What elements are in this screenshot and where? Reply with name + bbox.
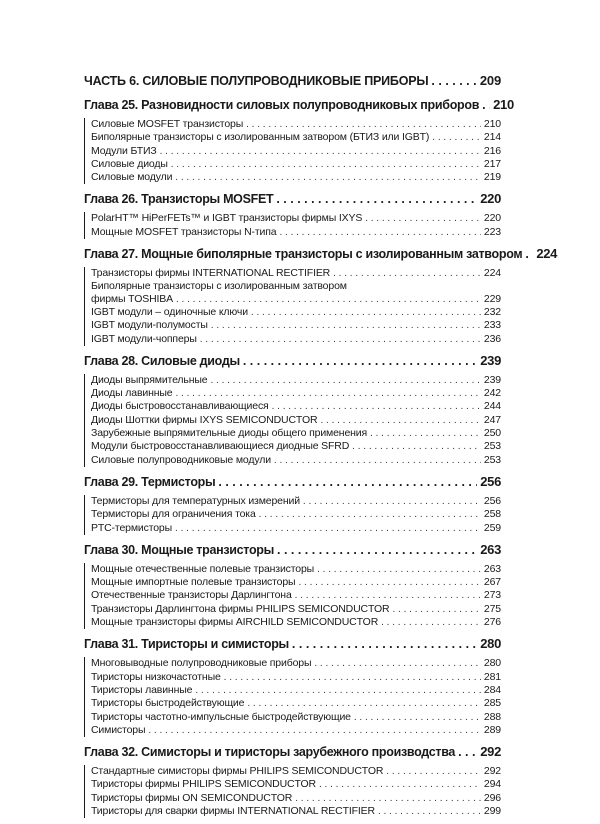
toc-entry[interactable] (91, 671, 501, 684)
toc-entry[interactable] (91, 589, 501, 602)
entry-page-number: 294 (483, 778, 501, 791)
entry-title: Тиристоры фирмы PHILIPS SEMICONDUCTOR (91, 778, 316, 791)
dot-leader (175, 522, 481, 535)
dot-leader (218, 473, 477, 491)
chapter-block (84, 635, 501, 737)
dot-leader (176, 293, 481, 306)
dot-leader (381, 616, 481, 629)
dot-leader (295, 792, 481, 805)
entry-page-number: 263 (483, 562, 501, 575)
entry-page-number: 275 (483, 602, 501, 615)
toc-entry[interactable] (91, 212, 501, 225)
toc-entry[interactable] (91, 400, 501, 413)
chapter-page-number: 239 (480, 352, 501, 368)
chapter-title: Глава 28. Силовые диоды (84, 353, 240, 368)
dot-leader (319, 778, 481, 791)
entry-title: Модули быстровосстанавливающиеся диодные SFRD (91, 440, 350, 453)
entry-page-number: 253 (483, 453, 501, 466)
entry-title: Силовые MOSFET транзисторы (91, 118, 244, 130)
section-list (84, 765, 501, 818)
entry-title: Диоды Шоттки фирмы IXYS SEMICONDUCTOR (91, 413, 318, 426)
dot-leader (200, 333, 481, 346)
entry-title: Транзисторы Дарлингтона фирмы PHILIPS SEMICONDUCTOR (91, 602, 390, 615)
dot-leader (482, 96, 490, 114)
entry-page-number: 239 (483, 373, 501, 386)
entry-title: PTC-термисторы (91, 521, 173, 534)
toc-entry[interactable] (91, 495, 501, 508)
dot-leader (393, 603, 481, 616)
toc-entry[interactable] (91, 333, 501, 346)
part-title: ЧАСТЬ 6. СИЛОВЫЕ ПОЛУПРОВОДНИКОВЫЕ ПРИБОРЫ (84, 74, 429, 88)
entry-title: Мощные транзисторы фирмы AIRCHILD SEMICONDUCTOR (91, 616, 379, 629)
entry-page-number: 288 (483, 710, 501, 723)
chapter-title: Глава 32. Симисторы и тиристоры зарубежного производства (84, 745, 456, 760)
chapter-page-number: 263 (480, 541, 501, 557)
entry-title: Отечественные транзисторы Дарлингтона (91, 589, 292, 602)
dot-leader (279, 226, 480, 239)
toc-entry[interactable] (91, 576, 501, 589)
entry-page-number: 224 (483, 267, 501, 280)
toc-entry[interactable] (91, 792, 501, 805)
dot-leader (365, 212, 481, 225)
chapter-title: Глава 27. Мощные биполярные транзисторы с изолированным затвором (84, 247, 523, 262)
toc-entry[interactable] (91, 226, 501, 239)
dot-leader (378, 805, 481, 818)
toc-entry[interactable] (91, 724, 501, 737)
chapter-list (84, 96, 558, 818)
toc-entry[interactable] (91, 805, 501, 818)
entry-title: Тиристоры быстродействующие (91, 697, 245, 710)
entry-title: Транзисторы фирмы INTERNATIONAL RECTIFIER (91, 267, 331, 280)
dot-leader (259, 508, 481, 521)
entry-page-number: 267 (483, 576, 501, 589)
toc-entry[interactable] (91, 171, 501, 184)
entry-page-number: 220 (483, 212, 501, 225)
dot-leader (295, 589, 481, 602)
chapter-block (84, 190, 501, 239)
chapter-page-number: 256 (480, 473, 501, 489)
chapter-heading[interactable] (84, 190, 501, 208)
entry-title: Диоды выпрямительные (91, 373, 208, 386)
dot-leader (298, 576, 480, 589)
dot-leader (432, 131, 481, 144)
toc-entry[interactable] (91, 697, 501, 710)
toc-entry[interactable] (91, 765, 501, 778)
toc-entry[interactable] (91, 657, 501, 670)
dot-leader (431, 72, 476, 90)
entry-title: Диоды быстровосстанавливающиеся (91, 400, 269, 413)
chapter-block (84, 352, 501, 467)
dot-leader (320, 414, 480, 427)
dot-leader (458, 743, 477, 761)
chapter-block (84, 473, 501, 535)
toc-entry[interactable] (91, 684, 501, 697)
entry-page-number: 232 (483, 305, 501, 318)
dot-leader (303, 495, 481, 508)
section-list (84, 212, 501, 239)
entry-page-number: 233 (483, 319, 501, 332)
entry-page-number: 299 (483, 804, 501, 817)
toc-entry[interactable] (91, 711, 501, 724)
entry-page-number: 285 (483, 697, 501, 710)
dot-leader (277, 541, 477, 559)
toc-entry[interactable] (91, 267, 501, 280)
dot-leader (333, 267, 481, 280)
dot-leader (251, 306, 481, 319)
entry-title: Термисторы для температурных измерений (91, 494, 300, 507)
dot-leader (243, 352, 477, 370)
toc-entry[interactable] (91, 280, 501, 306)
entry-page-number: 292 (483, 765, 501, 778)
toc-entry[interactable] (91, 145, 501, 158)
table-of-contents (84, 72, 558, 824)
chapter-heading[interactable] (84, 743, 501, 761)
toc-entry[interactable] (91, 374, 501, 387)
dot-leader (211, 319, 481, 332)
toc-entry[interactable] (91, 603, 501, 616)
toc-entry[interactable] (91, 522, 501, 535)
entry-page-number: 250 (483, 427, 501, 440)
section-list (84, 657, 501, 737)
part-heading (84, 72, 501, 90)
toc-entry[interactable] (91, 158, 501, 171)
dot-leader (224, 671, 481, 684)
dot-leader (171, 158, 481, 171)
dot-leader (160, 145, 481, 158)
entry-page-number: 244 (483, 400, 501, 413)
entry-title: Силовые диоды (91, 157, 168, 170)
toc-entry[interactable] (91, 414, 501, 427)
entry-page-number: 216 (483, 144, 501, 157)
entry-page-number: 284 (483, 683, 501, 696)
entry-title: Тиристоры низкочастотные (91, 670, 221, 683)
entry-page-number: 214 (483, 131, 501, 144)
entry-page-number: 258 (483, 508, 501, 521)
dot-leader (314, 657, 481, 670)
chapter-block (84, 743, 501, 818)
entry-title: фирмы TOSHIBA (91, 292, 173, 305)
chapter-page-number: 220 (480, 191, 501, 207)
dot-leader (352, 440, 481, 453)
toc-entry[interactable] (91, 454, 501, 467)
part-page-number: 209 (479, 73, 501, 88)
dot-leader (386, 765, 481, 778)
chapter-title: Глава 29. Термисторы (84, 474, 216, 489)
entry-page-number: 281 (483, 670, 501, 683)
entry-title: Зарубежные выпрямительные диоды общего применения (91, 427, 368, 440)
entry-title-line1: Биполярные транзисторы с изолированным затвором (91, 280, 347, 293)
dot-leader (354, 711, 481, 724)
dot-leader (370, 427, 481, 440)
toc-entry[interactable] (91, 118, 501, 131)
chapter-block (84, 541, 501, 629)
chapter-block (84, 245, 558, 346)
dot-leader (210, 374, 480, 387)
chapter-heading[interactable] (84, 473, 501, 491)
entry-title: PolarHT™ HiPerFETs™ и IGBT транзисторы фирмы IXYS (91, 212, 363, 225)
chapter-heading[interactable] (84, 352, 501, 370)
entry-page-number: 253 (483, 440, 501, 453)
chapter-title: Глава 26. Транзисторы MOSFET (84, 192, 274, 207)
entry-page-number: 229 (483, 292, 501, 305)
dot-leader (148, 724, 481, 737)
entry-title: Модули БТИЗ (91, 144, 157, 157)
entry-page-number: 242 (483, 387, 501, 400)
entry-title: Силовые модули (91, 171, 173, 184)
entry-page-number: 236 (483, 332, 501, 345)
entry-title: Мощные отечественные полевые транзисторы (91, 562, 315, 575)
entry-title: Симисторы (91, 723, 146, 736)
entry-page-number: 210 (483, 118, 501, 130)
entry-title: Многовыводные полупроводниковые приборы (91, 657, 312, 670)
entry-page-number: 289 (483, 723, 501, 736)
entry-page-number: 259 (483, 521, 501, 534)
entry-title: IGBT модули-чопперы (91, 332, 197, 345)
entry-title: Тиристоры фирмы ON SEMICONDUCTOR (91, 791, 293, 804)
entry-title: Стандартные симисторы фирмы PHILIPS SEMICONDUCTOR (91, 765, 384, 778)
dot-leader (246, 118, 481, 131)
entry-page-number: 247 (483, 413, 501, 426)
chapter-heading[interactable] (84, 245, 558, 263)
section-list (84, 118, 501, 184)
chapter-title: Глава 30. Мощные транзисторы (84, 542, 275, 557)
entry-title: Силовые полупроводниковые модули (91, 453, 271, 466)
entry-title: Тиристоры для сварки фирмы INTERNATIONAL RECTIFIER (91, 804, 375, 817)
chapter-page-number: 210 (493, 97, 514, 112)
toc-entry[interactable] (91, 306, 501, 319)
entry-page-number: 276 (483, 616, 501, 629)
chapter-title: Глава 25. Разновидности силовых полупроводниковых приборов (84, 98, 480, 112)
toc-entry[interactable] (91, 440, 501, 453)
toc-entry[interactable] (91, 563, 501, 576)
entry-page-number: 296 (483, 791, 501, 804)
chapter-heading[interactable] (84, 635, 501, 653)
dot-leader (276, 190, 477, 208)
dot-leader (292, 635, 477, 653)
chapter-heading[interactable] (84, 96, 514, 114)
section-list (84, 267, 501, 346)
entry-title: Термисторы для ограничения тока (91, 508, 256, 521)
dot-leader (195, 684, 481, 697)
chapter-block (84, 96, 514, 184)
entry-title: IGBT модули – одиночные ключи (91, 305, 248, 318)
dot-leader (175, 171, 481, 184)
entry-title: Биполярные транзисторы с изолированным затвором (БТИЗ или IGBT) (91, 131, 430, 144)
dot-leader (175, 387, 480, 400)
dot-leader (525, 245, 533, 263)
chapter-page-number: 224 (536, 246, 558, 262)
toc-entry[interactable] (91, 778, 501, 791)
section-list (84, 563, 501, 629)
chapter-heading[interactable] (84, 541, 501, 559)
toc-entry[interactable] (91, 616, 501, 629)
toc-entry[interactable] (91, 427, 501, 440)
toc-entry[interactable] (91, 319, 501, 332)
entry-title: Мощные импортные полевые транзисторы (91, 576, 296, 589)
toc-entry[interactable] (91, 131, 501, 144)
entry-page-number: 280 (483, 657, 501, 670)
toc-entry[interactable] (91, 387, 501, 400)
entry-page-number: 273 (483, 589, 501, 602)
entry-page-number: 217 (483, 157, 501, 170)
dot-leader (317, 563, 481, 576)
entry-title: Мощные MOSFET транзисторы N-типа (91, 225, 277, 238)
dot-leader (272, 400, 481, 413)
entry-page-number: 219 (483, 171, 501, 184)
entry-title: Диоды лавинные (91, 387, 173, 400)
entry-title: Тиристоры лавинные (91, 683, 193, 696)
toc-entry[interactable] (91, 508, 501, 521)
entry-page-number: 223 (483, 225, 501, 238)
dot-leader (274, 454, 481, 467)
chapter-page-number: 292 (480, 744, 501, 760)
entry-title: IGBT модули-полумосты (91, 319, 208, 332)
dot-leader (247, 697, 481, 710)
entry-title: Тиристоры частотно-импульсные быстродействующие (91, 710, 351, 723)
chapter-title: Глава 31. Тиристоры и симисторы (84, 637, 289, 652)
chapter-page-number: 280 (480, 636, 501, 652)
entry-page-number: 256 (483, 494, 501, 507)
section-list (84, 374, 501, 467)
section-list (84, 495, 501, 535)
